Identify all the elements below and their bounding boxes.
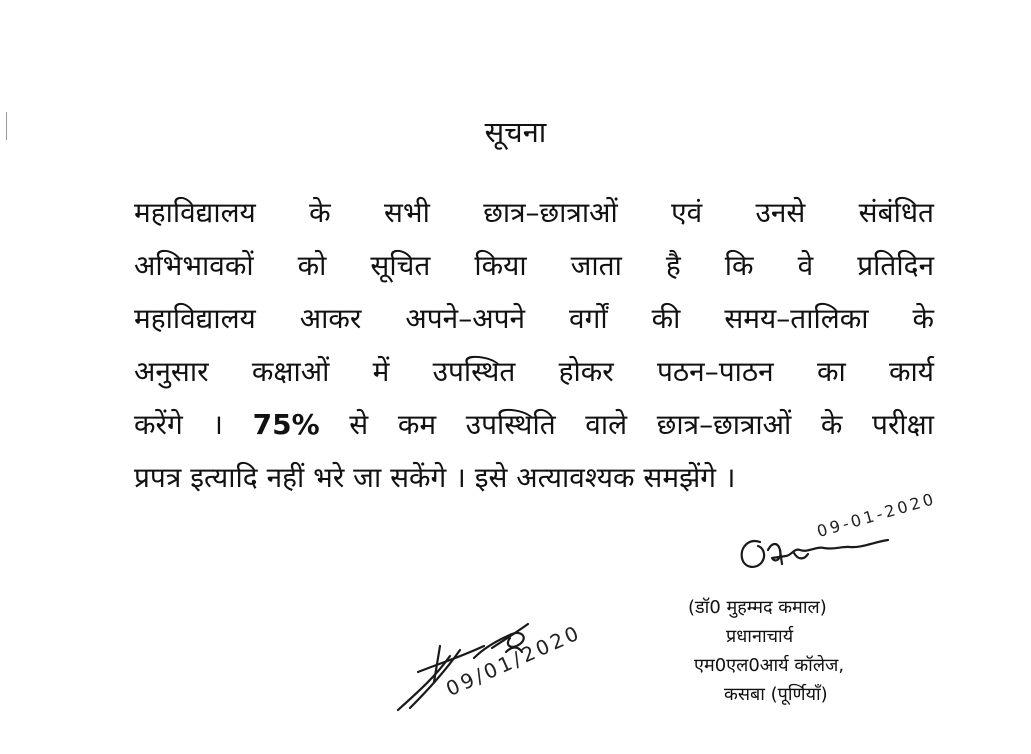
notice-line-2: अभिभावकों को सूचित किया जाता है कि वे प्रतिदिन — [134, 249, 934, 282]
notice-title: सूचना — [484, 115, 547, 149]
notice-line-5 — [134, 398, 934, 451]
principal-signature-date: 09-01-2020 — [814, 488, 939, 541]
notice-line-5-end: से कम उपस्थिति वाले छात्र–छात्राओं के परीक्षा — [319, 408, 934, 441]
notice-line-5-start: करेंगे । — [134, 408, 253, 441]
clerk-signature-date: 09/01/2020 — [442, 619, 585, 701]
notice-line-6: प्रपत्र इत्यादि नहीं भरे जा सकेंगे । इसे अत्यावश्यक समझेंगे । — [134, 461, 736, 494]
notice-line-3: महाविद्यालय आकर अपने–अपने वर्गों की समय–तालिका के — [134, 302, 934, 335]
principal-name: (डॉ0 मुहम्मद कमाल) — [688, 597, 827, 618]
notice-line-1: महाविद्यालय के सभी छात्र–छात्राओं एवं उनसे संबंधित — [134, 196, 934, 229]
college-name: एम0एल0आर्य कॉलेज, — [694, 655, 845, 676]
attendance-percent: 75% — [252, 408, 320, 441]
notice-line-4: अनुसार कक्षाओं में उपस्थित होकर पठन–पाठन का कार्य — [134, 355, 934, 388]
notice-body — [134, 186, 934, 504]
principal-designation: प्रधानाचार्य — [726, 626, 794, 647]
college-location: कसबा (पूर्णियाँ) — [724, 684, 828, 705]
